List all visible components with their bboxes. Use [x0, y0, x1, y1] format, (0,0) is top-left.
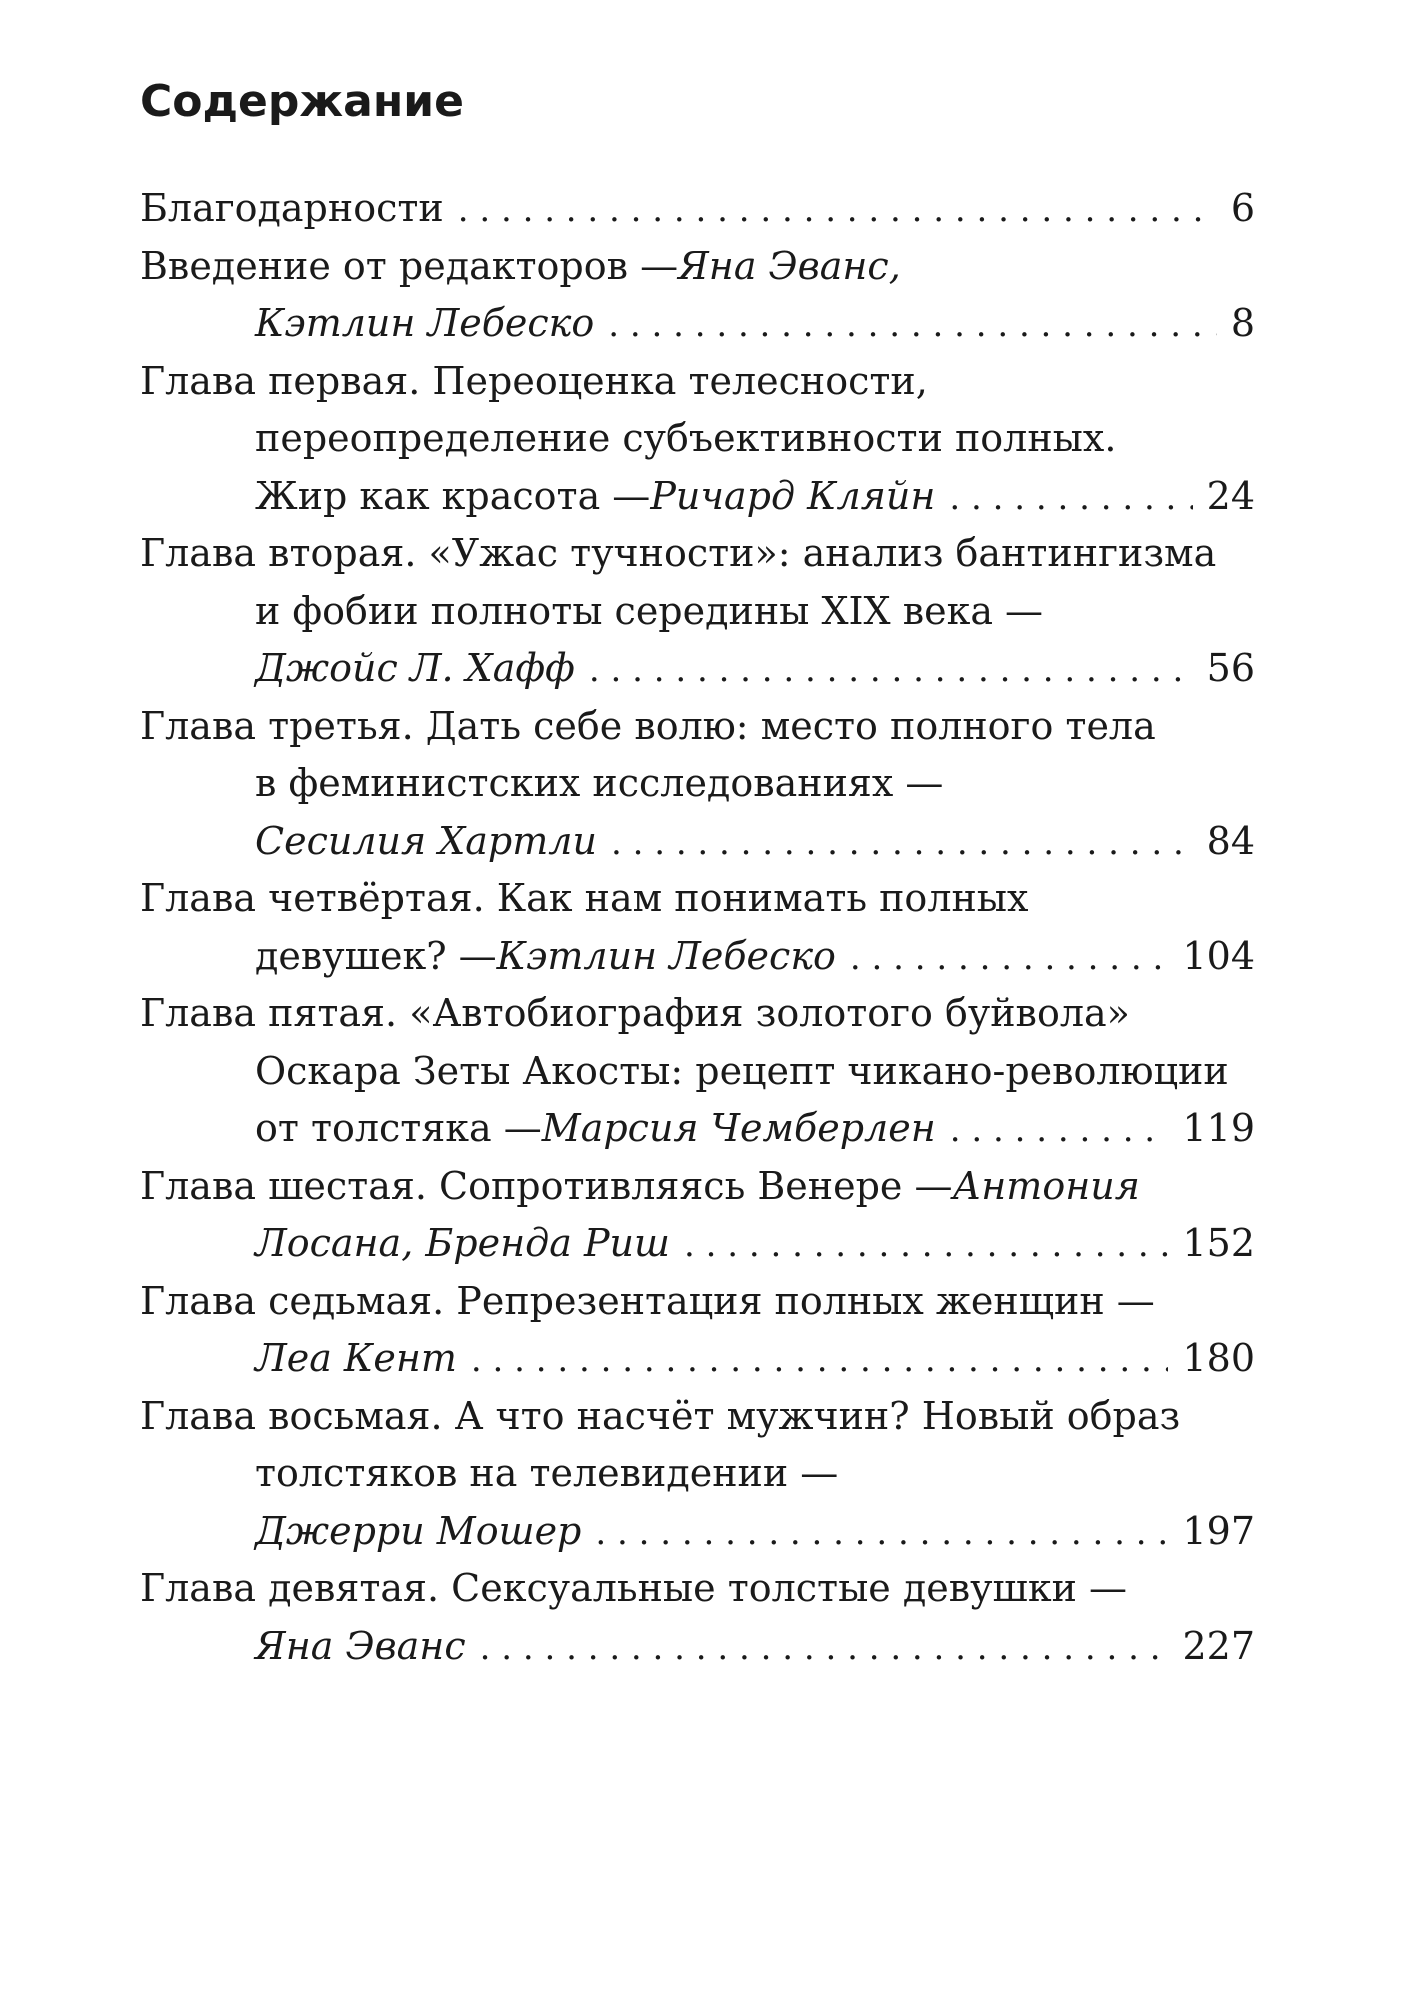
- entry-author: Ричард Кляйн: [650, 473, 936, 518]
- entry-title-text: Глава четвёртая. Как нам понимать полных: [140, 876, 1029, 920]
- entry-title-text: переопределение субъективности полных.: [255, 416, 1117, 460]
- toc-entry-line: [140, 353, 1255, 411]
- entry-title-text: Глава пятая. «Автобиография золотого буйвола»: [140, 991, 1130, 1035]
- entry-author: Сесилия Хартли: [255, 818, 597, 863]
- entry-title-text: от толстяка —: [255, 1106, 542, 1150]
- toc-entry-line: [140, 180, 1255, 238]
- toc-entry-line: [140, 295, 1255, 353]
- page-number: 6: [1230, 186, 1255, 230]
- toc-entry-line: [140, 1560, 1255, 1618]
- toc-entry-line: [140, 870, 1255, 928]
- dot-leader: [608, 297, 1217, 355]
- entry-title-text: Глава вторая. «Ужас тучности»: анализ бантингизма: [140, 531, 1217, 575]
- entry-title-text: Глава первая. Переоценка телесности,: [140, 358, 928, 403]
- toc-entry: [140, 870, 1255, 985]
- toc-entry-line: [140, 468, 1255, 526]
- page-number: 119: [1182, 1106, 1255, 1150]
- entry-title-text: Глава девятая. Сексуальные толстые девушки —: [140, 1566, 1127, 1610]
- dot-leader: [480, 1620, 1169, 1678]
- entry-title-text: и фобии полноты середины XIX века —: [255, 588, 1044, 633]
- dot-leader: [949, 470, 1192, 528]
- entry-title-text: девушек? —: [255, 933, 497, 978]
- toc-entry-line: [140, 1043, 1255, 1101]
- dot-leader: [458, 182, 1217, 240]
- toc-entry-line: [140, 410, 1255, 468]
- toc-entry: [140, 698, 1255, 871]
- toc-entry-line: [140, 238, 1255, 296]
- toc-entry-line: [140, 755, 1255, 813]
- entry-title-text: Глава третья. Дать себе волю: место полного тела: [140, 703, 1156, 748]
- dot-leader: [471, 1332, 1169, 1390]
- table-of-contents: [140, 180, 1255, 1675]
- toc-entry-line: [140, 698, 1255, 756]
- toc-entry-line: [140, 640, 1255, 698]
- dot-leader: [611, 815, 1193, 873]
- toc-entry-line: [140, 1273, 1255, 1331]
- toc-entry-line: [140, 1388, 1255, 1446]
- toc-entry-line: [140, 525, 1255, 583]
- entry-title-text: Глава шестая. Сопротивляясь Венере —: [140, 1163, 953, 1208]
- entry-author: Лосана, Бренда Риш: [255, 1221, 670, 1265]
- entry-title-text: Оскара Зеты Акосты: рецепт чикано-революции: [255, 1048, 1229, 1093]
- dot-leader: [950, 1102, 1169, 1160]
- page-number: 8: [1230, 301, 1255, 345]
- toc-entry: [140, 180, 1255, 238]
- dot-leader: [589, 642, 1193, 700]
- entry-title-text: Жир как красота —: [255, 473, 651, 518]
- toc-entry: [140, 1273, 1255, 1388]
- entry-title-text: Благодарности: [140, 186, 444, 230]
- toc-entry-line: [140, 583, 1255, 641]
- entry-author: Леа Кент: [255, 1336, 457, 1380]
- toc-entry-line: [140, 1158, 1255, 1216]
- page-number: 24: [1206, 473, 1255, 518]
- page-number: 227: [1182, 1623, 1255, 1668]
- toc-entry: [140, 353, 1255, 526]
- entry-author: Яна Эванс: [255, 1623, 466, 1668]
- page-number: 56: [1206, 646, 1255, 690]
- entry-author: Джерри Мошер: [255, 1508, 582, 1553]
- entry-author: Кэтлин Лебеско: [496, 933, 836, 978]
- toc-entry-line: [140, 985, 1255, 1043]
- entry-title-text: толстяков на телевидении —: [255, 1451, 839, 1495]
- toc-entry: [140, 238, 1255, 353]
- toc-entry: [140, 1560, 1255, 1675]
- dot-leader: [684, 1217, 1168, 1275]
- toc-entry: [140, 1158, 1255, 1273]
- entry-title-text: Введение от редакторов —: [140, 243, 679, 288]
- entry-title-text: Глава восьмая. А что насчёт мужчин? Новый образ: [140, 1393, 1181, 1438]
- entry-author: Марсия Чемберлен: [541, 1106, 936, 1150]
- toc-entry: [140, 525, 1255, 698]
- toc-entry-line: [140, 1330, 1255, 1388]
- toc-entry-line: [140, 1215, 1255, 1273]
- toc-entry: [140, 1388, 1255, 1561]
- entry-title-text: в феминистских исследованиях —: [255, 761, 944, 805]
- page-number: 84: [1206, 818, 1255, 863]
- dot-leader: [850, 930, 1169, 988]
- entry-author: Яна Эванс,: [678, 243, 901, 288]
- page-number: 104: [1182, 933, 1255, 978]
- toc-entry-line: [140, 1503, 1255, 1561]
- entry-author: Джойс Л. Хафф: [255, 646, 575, 690]
- page-number: 180: [1182, 1336, 1255, 1380]
- page-number: 152: [1182, 1221, 1255, 1265]
- toc-entry-line: [140, 1618, 1255, 1676]
- dot-leader: [595, 1505, 1168, 1563]
- page-number: 197: [1182, 1508, 1255, 1553]
- entry-title-text: Глава седьмая. Репрезентация полных женщин —: [140, 1278, 1155, 1323]
- toc-entry-line: [140, 1445, 1255, 1503]
- entry-author: Кэтлин Лебеско: [255, 301, 595, 345]
- toc-entry-line: [140, 813, 1255, 871]
- toc-entry: [140, 985, 1255, 1158]
- toc-entry-line: [140, 928, 1255, 986]
- page-title: Содержание: [140, 76, 464, 127]
- entry-author: Антония: [952, 1163, 1140, 1208]
- toc-entry-line: [140, 1100, 1255, 1158]
